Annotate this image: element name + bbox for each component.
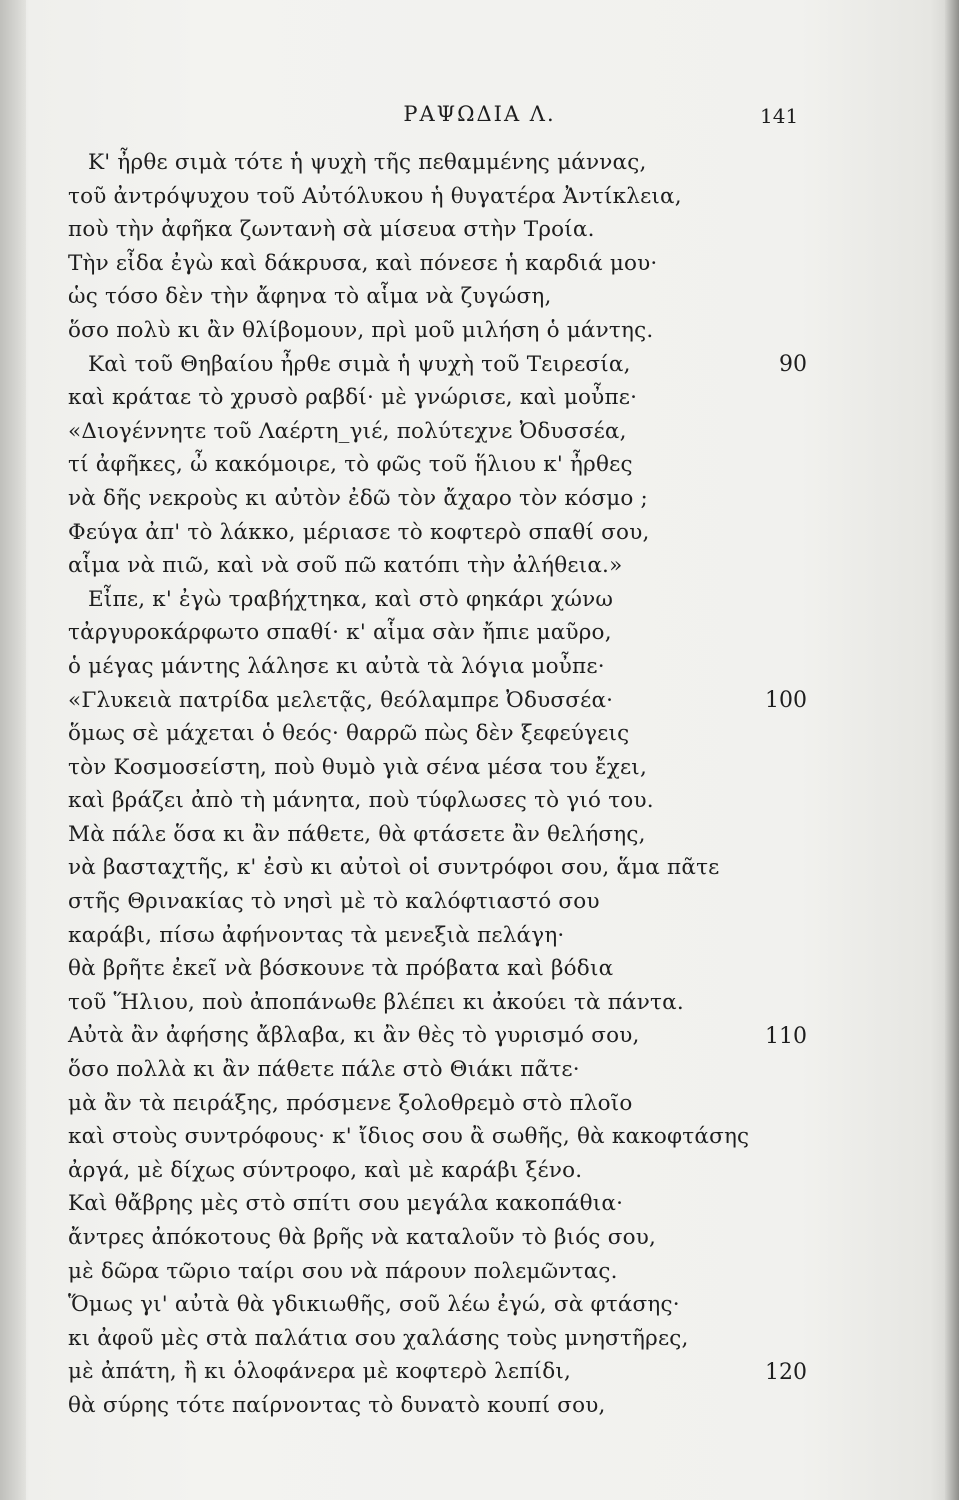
verse-line: νὰ δῆς νεκροὺς κι αὐτὸν ἐδῶ τὸν ἄχαρο τὸν κόσμο ; bbox=[68, 485, 649, 511]
verse-line: Μὰ πάλε ὅσα κι ἂν πάθετε, θὰ φτάσετε ἂν θελήσης, bbox=[68, 821, 646, 847]
verse-line: «Γλυκειὰ πατρίδα μελετᾷς, θεόλαμπρε Ὀδυσσέα· bbox=[68, 687, 614, 713]
verse-line: Καὶ θἄβρης μὲς στὸ σπίτι σου μεγάλα κακοπάθια· bbox=[68, 1191, 624, 1217]
verse-line: ἄντρες ἀπόκοτους θὰ βρῆς νὰ καταλοῦν τὸ βιός σου, bbox=[68, 1225, 657, 1250]
verse-line: μὰ ἂν τὰ πειράξης, πρόσμενε ξολοθρεμὸ στὸ πλοῖο bbox=[68, 1090, 633, 1116]
verse-line: Τὴν εἶδα ἐγὼ καὶ δάκρυσα, καὶ πόνεσε ἡ καρδιά μου· bbox=[68, 250, 658, 276]
verse-line: κι ἀφοῦ μὲς στὰ παλάτια σου χαλάσης τοὺς μνηστῆρες, bbox=[68, 1325, 689, 1351]
verse-line: ὅσο πολὺ κι ἂν θλίβομουν, πρὶ μοῦ μιλήση ὁ μάντης. bbox=[68, 317, 654, 343]
verse-line: μὲ ἀπάτη, ἢ κι ὁλοφάνερα μὲ κοφτερὸ λεπίδι, bbox=[68, 1359, 572, 1385]
verse-line: Αὐτὰ ἂν ἀφήσης ἄβλαβα, κι ἂν θὲς τὸ γυρισμό σου, bbox=[68, 1023, 640, 1049]
verse-line: καράβι, πίσω ἀφήνοντας τὰ μενεξιὰ πελάγη· bbox=[68, 922, 565, 948]
verse-line: τἀργυροκάρφωτο σπαθί· κ' αἷμα σὰν ἤπιε μαῦρο, bbox=[68, 620, 612, 646]
verse-line: Ὅμως γι' αὐτὰ θὰ γδικιωθῆς, σοῦ λέω ἐγώ, σὰ φτάσης· bbox=[68, 1292, 680, 1318]
verse-line: τὸν Κοσμοσείστη, ποὺ θυμὸ γιὰ σένα μέσα του ἔχει, bbox=[68, 754, 647, 780]
verse-line: μὲ δῶρα τῶριο ταίρι σου νὰ πάρουν πολεμῶντας. bbox=[68, 1258, 618, 1284]
verse-line: τοῦ ἀντρόψυχου τοῦ Αὐτόλυκου ἡ θυγατέρα Ἀντίκλεια, bbox=[68, 183, 682, 209]
line-number-100: 100 bbox=[765, 688, 807, 713]
verse-line: στῆς Θρινακίας τὸ νησὶ μὲ τὸ καλόφτιαστό σου bbox=[68, 889, 600, 915]
verse-line: τοῦ Ἥλιου, ποὺ ἀποπάνωθε βλέπει κι ἀκούει τὰ πάντα. bbox=[68, 989, 684, 1015]
verse-line: τί ἀφῆκες, ὦ κακόμοιρε, τὸ φῶς τοῦ ἥλιου κ' ἦρθες bbox=[68, 452, 633, 478]
line-number-120: 120 bbox=[765, 1360, 807, 1385]
verse-line: ποὺ τὴν ἀφῆκα ζωντανὴ σὰ μίσευα στὴν Τροία. bbox=[68, 217, 595, 243]
running-header-title: ΡΑΨΩΔΙΑ Λ. bbox=[403, 102, 556, 126]
verse-line: θὰ βρῆτε ἐκεῖ νὰ βόσκουνε τὰ πρόβατα καὶ βόδια bbox=[68, 956, 614, 982]
line-number-110: 110 bbox=[765, 1024, 807, 1049]
page-spine-shadow bbox=[0, 0, 26, 1500]
verse-line: «Διογέννητε τοῦ Λαέρτη_γιέ, πολύτεχνε Ὀδυσσέα, bbox=[68, 418, 627, 444]
verse-line: ὅσο πολλὰ κι ἂν πάθετε πάλε στὸ Θιάκι πᾶτε· bbox=[68, 1057, 580, 1083]
verse-line: καὶ βράζει ἀπὸ τὴ μάνητα, ποὺ τύφλωσες τὸ γιό του. bbox=[68, 788, 654, 814]
verse-line: αἷμα νὰ πιῶ, καὶ νὰ σοῦ πῶ κατόπι τὴν ἀλήθεια.» bbox=[68, 553, 623, 579]
verse-line: Καὶ τοῦ Θηβαίου ἦρθε σιμὰ ἡ ψυχὴ τοῦ Τειρεσία, bbox=[88, 351, 631, 377]
page-edge-shadow bbox=[945, 0, 959, 1500]
line-number-90: 90 bbox=[779, 352, 807, 377]
verse-line: Εἶπε, κ' ἐγὼ τραβήχτηκα, καὶ στὸ φηκάρι χώνω bbox=[88, 586, 614, 612]
verse-line: θὰ σύρης τότε παίρνοντας τὸ δυνατὸ κουπί σου, bbox=[68, 1392, 606, 1418]
verse-line: καὶ στοὺς συντρόφους· κ' ἴδιος σου ἂ σωθῆς, θὰ κακοφτάσης bbox=[68, 1124, 750, 1150]
verse-line: καὶ κράταε τὸ χρυσὸ ραβδί· μὲ γνώρισε, καὶ μοὖπε· bbox=[68, 385, 638, 411]
verse-line: Κ' ἦρθε σιμὰ τότε ἡ ψυχὴ τῆς πεθαμμένης μάννας, bbox=[88, 150, 647, 175]
verse-line: νὰ βασταχτῆς, κ' ἐσὺ κι αὐτοὶ οἱ συντρόφοι σου, ἅμα πᾶτε bbox=[68, 855, 720, 881]
verse-line: ὡς τόσο δὲν τὴν ἄφηνα τὸ αἷμα νὰ ζυγώση, bbox=[68, 284, 552, 310]
verse-line: Φεύγα ἀπ' τὸ λάκκο, μέριασε τὸ κοφτερὸ σπαθί σου, bbox=[68, 519, 650, 545]
verse-line: ὁ μέγας μάντης λάλησε κι αὐτὰ τὰ λόγια μοὖπε· bbox=[68, 653, 605, 679]
verse-line: ἀργά, μὲ δίχως σύντροφο, καὶ μὲ καράβι ξένο. bbox=[68, 1157, 583, 1183]
page-number: 141 bbox=[760, 104, 799, 128]
poem-text bbox=[68, 146, 808, 1423]
verse-line: ὅμως σὲ μάχεται ὁ θεός· θαρρῶ πὼς δὲν ξεφεύγεις bbox=[68, 721, 630, 747]
